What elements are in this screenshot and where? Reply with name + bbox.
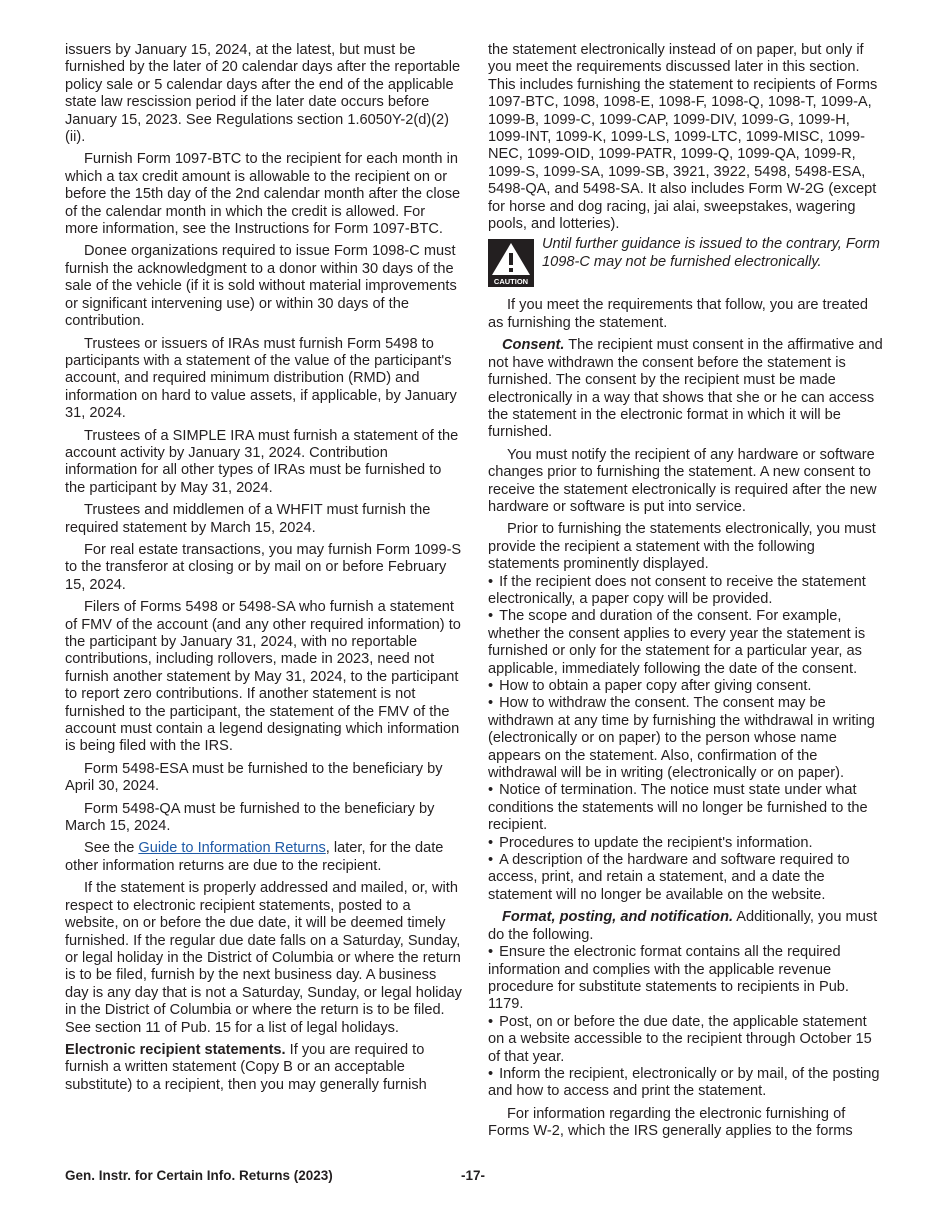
paragraph: Donee organizations required to issue Form 1098-C must furnish the acknowledgment to a donor within 30 days of the sale of the vehicle (if it is sold without material improvements or significant intervening use) or within 30 days of the contribution. — [65, 243, 457, 330]
text: , later, for the date other information returns are due to the recipient. — [65, 840, 444, 874]
list-item: • Post, on or before the due date, the applicable statement on a website accessible to the recipient through October 15 of that year. — [488, 1014, 886, 1066]
text: If you are required to furnish a written statement (Copy B or an acceptable substitute) to a recipient, then you may generally furnish — [65, 1041, 427, 1093]
paragraph: issuers by January 15, 2024, at the latest, but must be furnished by the later of 20 calendar days after the reportable policy sale or 5 calendar days after the end of the applicable state law rescission period if the later date occurs before January 15, 2023. See Regulations section 1.6050Y-2(d)(2)(ii). — [65, 42, 461, 146]
list-item: • If the recipient does not consent to receive the statement electronically, a paper copy will be provided. — [488, 574, 886, 609]
list-item: • Notice of termination. The notice must state under what conditions the statements will no longer be furnished to the recipient. — [488, 782, 886, 834]
paragraph: Form 5498-QA must be furnished to the beneficiary by March 15, 2024. — [65, 800, 435, 835]
caution-icon — [488, 239, 534, 287]
paragraph: For real estate transactions, you may furnish Form 1099-S to the transferor at closing or by mail on or before February 15, 2024. — [65, 541, 462, 593]
section-heading: Electronic recipient statements. — [65, 1041, 286, 1058]
paragraph: You must notify the recipient of any hardware or software changes prior to furnishing the statement. A new consent to receive the statement electronically is required after the new hardware or software is put into service. — [488, 446, 877, 515]
section-heading: Consent. — [502, 337, 565, 354]
paragraph: the statement electronically instead of on paper, but only if you meet the requirements discussed later in this section. This includes furnishing the statement to recipients of Forms 1097-BTC, 1098, 1098-E, 1098-F, 1098-Q, 1098-T, 1099-A, 1099-B, 1099-C, 1099-CAP, 1099-DIV, 1099-G, 1099-H, 1099-INT, 1099-K, 1099-LS, 1099-LTC, 1099-MISC, 1099-NEC, 1099-OID, 1099-PATR, 1099-Q, 1099-QA, 1099-R, 1099-S, 1099-SA, 1099-SB, 3921, 3922, 5498, 5498-ESA, 5498-QA, and 5498-SA. It also includes Form W-2G (except for horse and dog racing, jai alai, sweepstakes, wagering pools, and lotteries). — [488, 42, 878, 233]
footer-title: Gen. Instr. for Certain Info. Returns (2023) — [65, 1168, 333, 1183]
paragraph-format — [488, 909, 886, 944]
paragraph: Trustees or issuers of IRAs must furnish Form 5498 to participants with a statement of the value of the participant's account, and required minimum distribution (RMD) and information on hard to value assets, if applicable, by January 31, 2024. — [65, 335, 457, 422]
text: Additionally, you must do the following. — [488, 909, 878, 943]
paragraph-guide-reference — [65, 840, 462, 875]
list-item: • The scope and duration of the consent. For example, whether the consent applies to every year the statement is furnished or only for the statement for a particular year, as applicable, immediately following the date of the consent. — [488, 608, 886, 678]
list-item: • How to obtain a paper copy after giving consent. — [488, 678, 886, 695]
paragraph-consent — [488, 337, 886, 441]
right-column — [488, 42, 886, 1146]
paragraph: Trustees of a SIMPLE IRA must furnish a statement of the account activity by January 31, 2024. Contribution information for all other types of IRAs must be furnished to the participant by May 31, 2024. — [65, 427, 459, 496]
paragraph-electronic-statements — [65, 1042, 462, 1094]
caution-text: Until further guidance is issued to the contrary, Form 1098-C may not be furnished electronically. — [542, 236, 880, 270]
list-item: • Procedures to update the recipient's information. — [488, 835, 886, 852]
paragraph: If you meet the requirements that follow, you are treated as furnishing the statement. — [488, 297, 868, 331]
paragraph: For information regarding the electronic furnishing of Forms W-2, which the IRS generally applies to the forms — [488, 1105, 853, 1140]
list-item: • A description of the hardware and software required to access, print, and retain a statement, and a date the statement will no longer be available on the website. — [488, 852, 886, 904]
paragraph: Furnish Form 1097-BTC to the recipient for each month in which a tax credit amount is allowable to the recipient on or before the 15th day of the 2nd calendar month after the close of the calendar month in which the credit is allowed. For more information, see the Instructions for Form 1097-BTC. — [65, 151, 461, 238]
consent-requirements-list — [488, 574, 886, 905]
paragraph: Prior to furnishing the statements electronically, you must provide the recipient a statement with the following statements prominently displayed. — [488, 521, 876, 573]
paragraph: Filers of Forms 5498 or 5498-SA who furnish a statement of FMV of the account (and any other required information) to the participant by January 31, 2024, with no reportable contributions, including rollovers, made in 2023, need not furnish another statement by May 31, 2024, to the participant to report zero contributions. If another statement is not furnished to the participant, the statement of the FMV of the account must contain a legend designating which information is being filed with the IRS. — [65, 599, 461, 755]
text: See the — [84, 840, 139, 857]
paragraph: Trustees and middlemen of a WHFIT must furnish the required statement by March 15, 2024. — [65, 502, 431, 536]
list-item: • Inform the recipient, electronically or by mail, of the posting and how to access and print the statement. — [488, 1066, 886, 1101]
left-column — [65, 42, 462, 1099]
caution-label: CAUTION — [493, 277, 529, 287]
guide-to-information-returns-link[interactable]: Guide to Information Returns — [138, 840, 326, 857]
page-number: -17- — [461, 1168, 486, 1183]
caution-box — [488, 236, 886, 287]
paragraph: Form 5498-ESA must be furnished to the beneficiary by April 30, 2024. — [65, 760, 443, 795]
format-requirements-list — [488, 944, 886, 1101]
section-heading: Format, posting, and notification. — [502, 909, 734, 926]
list-item: • How to withdraw the consent. The consent may be withdrawn at any time by furnishing the withdrawal in writing (electronically or on paper) to the person whose name appears on the statement. Also, confirmation of the withdrawal will be in writing (electronically or on paper). — [488, 695, 886, 782]
list-item: • Ensure the electronic format contains all the required information and complies with the applicable revenue procedure for substitute statements to recipients in Pub. 1179. — [488, 944, 886, 1014]
paragraph: If the statement is properly addressed and mailed, or, with respect to electronic recipient statements, posted to a website, on or before the due date, it will be deemed timely furnished. If the regular due date falls on a Saturday, Sunday, or legal holiday in the District of Columbia or where the return is to be filed, furnish by the next business day. A business day is any day that is not a Saturday, Sunday, or legal holiday in the District of Columbia or where the return is to be filed. See section 11 of Pub. 15 for a list of legal holidays. — [65, 880, 462, 1036]
text: The recipient must consent in the affirmative and not have withdrawn the consent before the statement is furnished. The consent by the recipient must be made electronically in a way that shows that she or he can access the statement in the electronic format in which it will be furnished. — [488, 337, 883, 441]
